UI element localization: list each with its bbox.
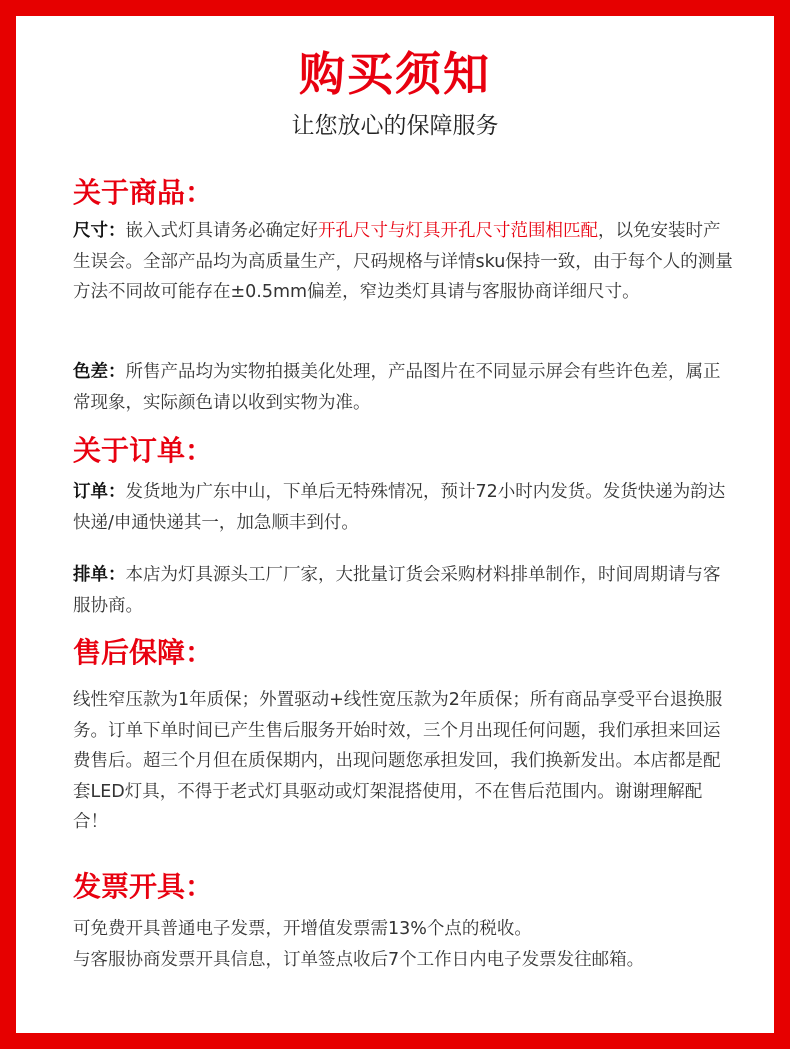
paragraph-text: 与客服协商发票开具信息，订单签点收后7个工作日内电子发票发往邮箱。 [73, 950, 645, 970]
paragraph-warranty [73, 685, 735, 838]
paragraph-text: 所售产品均为实物拍摄美化处理，产品图片在不同显示屏会有些许色差，属正常现象，实际颜色请以收到实物为准。 [73, 362, 721, 413]
paragraph-invoice-2 [73, 945, 735, 976]
paragraph-text: 线性窄压款为1年质保；外置驱动+线性宽压款为2年质保；所有商品享受平台退换服务。订单下单时间已产生售后服务开始时效，三个月出现任何问题，我们承担来回运费售后。超三个月但在质保期内，出现问题您承担发回，我们换新发出。本店都是配套LED灯具，不得于老式灯具驱动或灯架混搭使用，不在售后范围内。谢谢理解配合！ [73, 690, 723, 832]
highlight-text: 开孔尺寸与灯具开孔尺寸范围相匹配 [318, 221, 598, 241]
paragraph-text: 嵌入式灯具请务必确定好 [125, 221, 318, 241]
paragraph-invoice-1 [73, 914, 735, 945]
paragraph-text: 发货地为广东中山，下单后无特殊情况，预计72小时内发货。发货快递为韵达快递/申通快递其一，加急顺丰到付。 [73, 482, 726, 533]
section-heading-order: 关于订单： [73, 434, 214, 467]
paragraph-order [73, 477, 735, 538]
paragraph-color-diff [73, 357, 735, 418]
paragraph-label: 尺寸： [73, 221, 126, 241]
page-title: 购买须知 [299, 47, 491, 101]
paragraph-schedule [73, 560, 735, 621]
paragraph-text: 本店为灯具源头工厂厂家，大批量订货会采购材料排单制作，时间周期请与客服协商。 [73, 565, 721, 616]
notice-panel [16, 16, 774, 1033]
paragraph-label: 色差： [73, 362, 126, 382]
paragraph-label: 订单： [73, 482, 126, 502]
section-heading-product: 关于商品： [73, 176, 214, 209]
paragraph-label: 排单： [73, 565, 126, 585]
paragraph-text: 可免费开具普通电子发票，开增值发票需13%个点的税收。 [73, 919, 532, 939]
paragraph-size [73, 216, 735, 308]
paragraph-text: ，以免安装时产生误会。全部产品均为高质量生产，尺码规格与详情sku保持一致，由于每个人的测量方法不同故可能存在±0.5mm偏差，窄边类灯具请与客服协商详细尺寸。 [73, 221, 733, 302]
section-heading-aftersales: 售后保障： [73, 636, 214, 669]
page-subtitle: 让您放心的保障服务 [291, 113, 499, 139]
section-heading-invoice: 发票开具： [73, 870, 214, 903]
